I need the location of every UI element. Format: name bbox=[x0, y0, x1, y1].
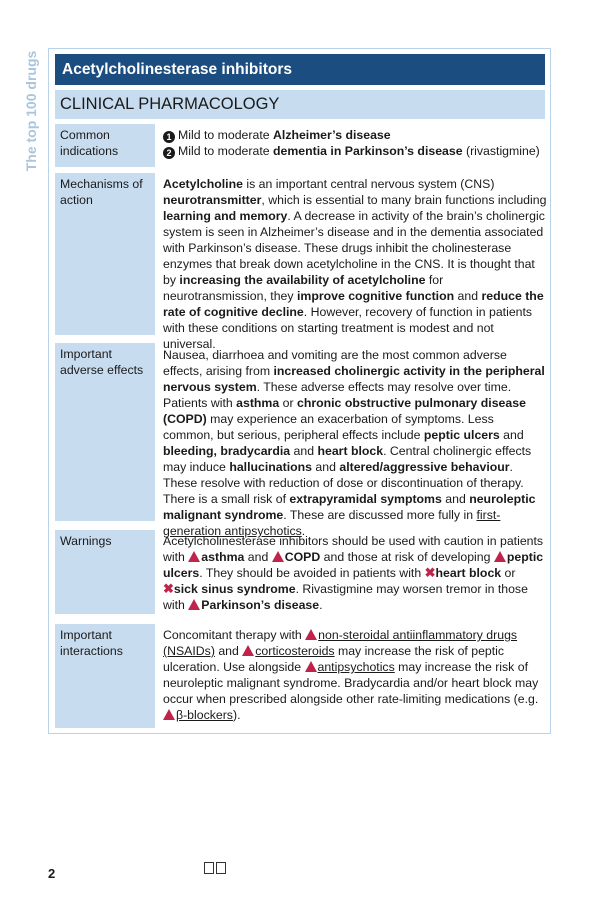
number-2-icon: 2 bbox=[163, 147, 175, 159]
row-label-warnings: Warnings bbox=[55, 530, 155, 614]
link-antipsychotics[interactable]: antipsychotics bbox=[317, 660, 395, 674]
row-label-adverse-effects: Important adverse effects bbox=[55, 343, 155, 521]
link-nsaids[interactable]: non-steroidal antiinflammatory drugs (NSAIDs) bbox=[163, 628, 518, 658]
placeholder-box-icon bbox=[216, 862, 226, 874]
caution-triangle-icon bbox=[305, 629, 317, 640]
indication-item: 1 Mild to moderate Alzheimer’s disease bbox=[163, 127, 547, 143]
indication-item: 2 Mild to moderate dementia in Parkinson’s disease (rivastigmine) bbox=[163, 143, 547, 159]
caution-triangle-icon bbox=[305, 661, 317, 672]
link-corticosteroids[interactable]: corticosteroids bbox=[255, 644, 335, 658]
row-label-indications: Common indications bbox=[55, 124, 155, 167]
row-label-mechanisms: Mechanisms of action bbox=[55, 173, 155, 335]
warnings-content: Acetylcholinesterase inhibitors should be used with caution in patients with asthma and COPD and those at risk of developing peptic ulcers. They should be avoided in patients with ✖heart block or ✖sick sinus syndrome. Rivastigmine may worsen tremor in those with Parkinson’s disease. bbox=[163, 534, 544, 612]
caution-triangle-icon bbox=[163, 709, 175, 720]
side-tab-label: The top 100 drugs bbox=[23, 50, 39, 171]
placeholder-box-icon bbox=[204, 862, 214, 874]
mechanisms-content: Acetylcholine is an important central nervous system (CNS) neurotransmitter, which is essential to many brain functions including learning and memory. A decrease in activity of the brain’s cholinergic system is seen in Alzheimer’s disease and in the dementia associated with Parkinson’s disease. These drugs inhibit the cholinesterase enzymes that break down acetylcholine in the CNS. It is thought that by increasing the availability of acetylcholine for neurotransmission, they improve cognitive function and reduce the rate of cognitive decline. However, recovery of function in patients with these conditions on starting treatment is modest and not universal. bbox=[163, 177, 547, 351]
caution-triangle-icon bbox=[494, 551, 506, 562]
page-title: Acetylcholinesterase inhibitors bbox=[55, 54, 545, 85]
section-heading: CLINICAL PHARMACOLOGY bbox=[55, 90, 545, 119]
footer-glyphs bbox=[204, 862, 228, 877]
row-label-interactions: Important interactions bbox=[55, 624, 155, 728]
caution-triangle-icon bbox=[188, 599, 200, 610]
contraindication-cross-icon: ✖ bbox=[424, 565, 436, 580]
interactions-content: Concomitant therapy with non-steroidal antiinflammatory drugs (NSAIDs) and corticosteroids may increase the risk of peptic ulceration. Use alongside antipsychotics may increase the risk of neuroleptic malignant syndrome. Bradycardia and/or heart block may occur when prescribed alongside other rate-limiting medications (e.g. β-blockers). bbox=[163, 628, 539, 722]
link-beta-blockers[interactable]: β-blockers bbox=[176, 708, 233, 722]
link-first-generation-antipsychotics[interactable]: first-generation antipsychotics bbox=[163, 508, 501, 538]
caution-triangle-icon bbox=[188, 551, 200, 562]
page-number: 2 bbox=[48, 866, 56, 881]
adverse-effects-content: Nausea, diarrhoea and vomiting are the most common adverse effects, arising from increased cholinergic activity in the peripheral nervous system. These adverse effects may resolve over time. Patients with asthma or chronic obstructive pulmonary disease (COPD) may experience an exacerbation of symptoms. Less common, but serious, peripheral effects include peptic ulcers and bleeding, bradycardia and heart block. Central cholinergic effects may induce hallucinations and altered/aggressive behaviour. These resolve with reduction of dose or discontinuation of therapy. There is a small risk of extrapyramidal symptoms and neuroleptic malignant syndrome. These are discussed more fully in first-generation antipsychotics. bbox=[163, 348, 545, 538]
indications-content bbox=[163, 127, 547, 159]
side-tab bbox=[20, 48, 42, 173]
caution-triangle-icon bbox=[272, 551, 284, 562]
caution-triangle-icon bbox=[242, 645, 254, 656]
contraindication-cross-icon: ✖ bbox=[163, 581, 174, 596]
number-1-icon: 1 bbox=[163, 131, 175, 143]
